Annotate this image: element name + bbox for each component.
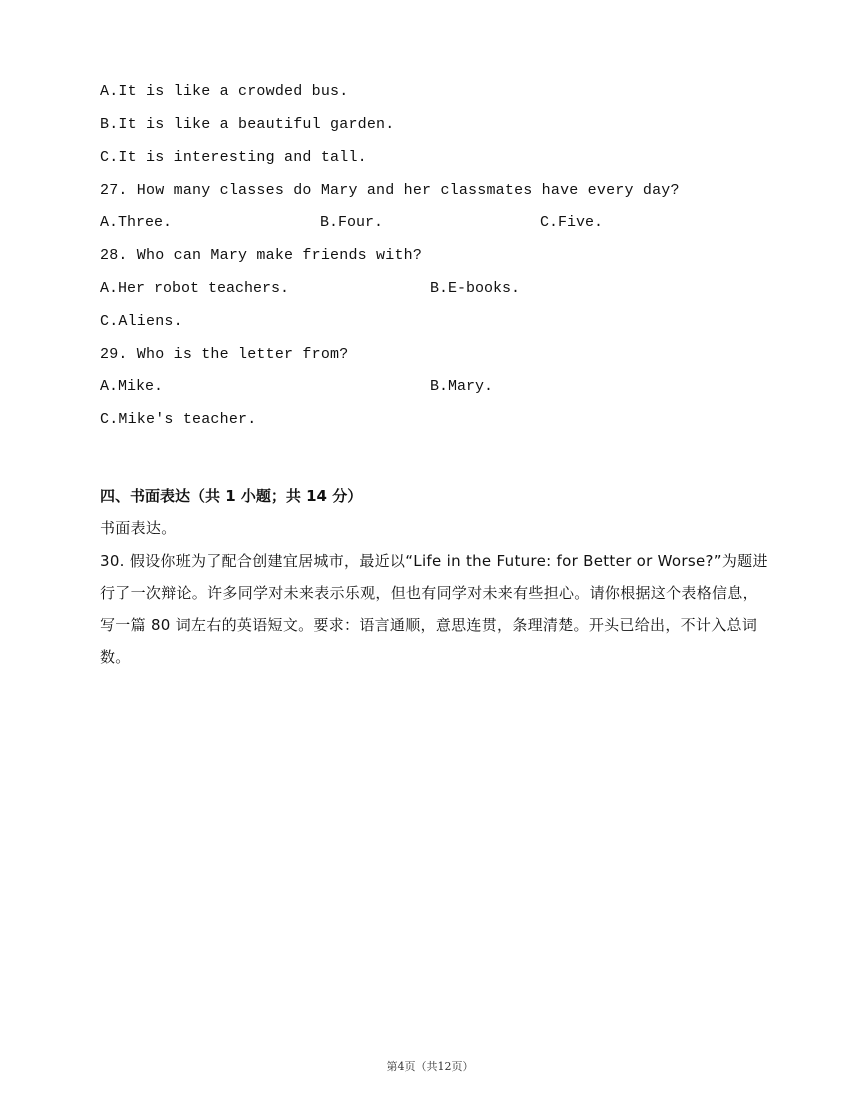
q26-option-b: B.It is like a beautiful garden. [100,116,395,133]
q28-option-a: A.Her robot teachers. [100,280,290,297]
q27-question: 27. How many classes do Mary and her classmates have every day? [100,182,680,199]
q26-option-c: C.It is interesting and tall. [100,149,367,166]
q29-question: 29. Who is the letter from? [100,346,349,363]
q26-option-a: A.It is like a crowded bus. [100,83,349,100]
q29-option-b: B.Mary. [430,378,494,395]
q28-question: 28. Who can Mary make friends with? [100,247,423,264]
writing-prompt: 30. 假设你班为了配合创建宜居城市，最近以“Life in the Future: for Better or Worse?”为题进行了一次辩论。许多同学对未来表示乐观，但也有同学对未来有些担心。请你根据这个表格信息，写一篇 80 词左右的英语短文。要求：语言通顺，意思连贯，条理清楚。开头已给出，不计入总词数。 [100,552,768,666]
page-footer: 第4页（共12页） [386,1060,474,1073]
q27-option-c: C.Five. [540,214,604,231]
q28-option-c: C.Aliens. [100,313,183,330]
q29-option-c: C.Mike's teacher. [100,411,257,428]
q27-option-b: B.Four. [320,214,384,231]
q29-option-a: A.Mike. [100,378,164,395]
q28-option-b: B.E-books. [430,280,521,297]
section-heading: 四、书面表达（共 1 小题；共 14 分） [100,487,363,505]
section-subheading: 书面表达。 [100,519,177,537]
q27-option-a: A.Three. [100,214,173,231]
